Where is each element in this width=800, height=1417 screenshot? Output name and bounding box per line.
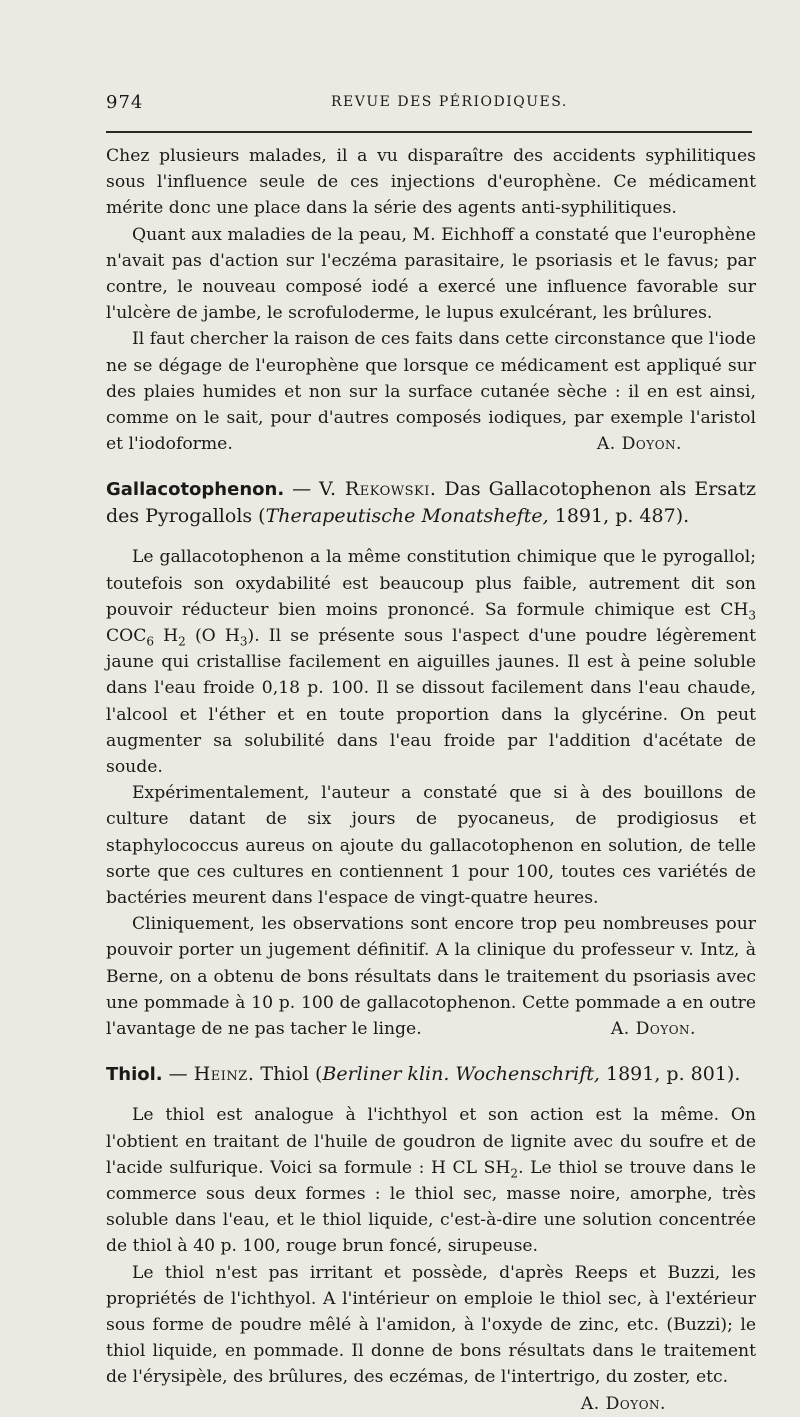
- text-run: . Le thiol se trouve dans le commerce sous deux formes : le thiol sec, masse noire, amorphe, très soluble dans l'eau, et le thiol liquide, c'est-à-dire une solution concentrée de thiol à 40 p. 100, rouge brun foncé, sirupeuse.: [106, 1157, 756, 1257]
- page-body: [106, 143, 756, 1417]
- paragraph: [106, 1102, 756, 1259]
- paragraph: Quant aux maladies de la peau, M. Eichhoff a constaté que l'europhène n'avait pas d'action sur l'eczéma parasitaire, le psoriasis et le favus; par contre, le nouveau composé iodé a exercé une influence favorable sur l'ulcère de jambe, le scrofuloderme, le lupus exulcérant, les brûlures.: [106, 224, 756, 324]
- article-source: Therapeutische Monatshefte,: [265, 505, 549, 528]
- article-heading: [106, 476, 756, 530]
- author-signature: A. Doyon.: [580, 1393, 666, 1414]
- paragraph: Expérimentalement, l'auteur a constaté que si à des bouillons de culture datant de six jours de pyocaneus, de prodigiosus et staphylococcus aureus on ajoute du gallacotophenon en solution, de telle sorte que ces cultures en contiennent 1 pour 100, toutes ces variétés de bactéries meurent dans l'espace de vingt-quatre heures.: [106, 783, 756, 909]
- paragraph: Chez plusieurs malades, il a vu disparaître des accidents syphilitiques sous l'influence seule de ces injections d'europhène. Ce médicament mérite donc une place dans la série des agents anti-syphilitiques.: [106, 146, 756, 219]
- paragraph: [106, 326, 756, 457]
- subscript: 3: [239, 634, 248, 649]
- author-signature: A. Doyon.: [596, 434, 682, 455]
- paragraph: [106, 544, 756, 780]
- heading-dash: —: [162, 1063, 194, 1086]
- paragraph: Le thiol n'est pas irritant et possède, d'après Reeps et Buzzi, les propriétés de l'ichthyol. A l'intérieur on emploie le thiol sec, à l'extérieur sous forme de poudre mêlé à l'amidon, à l'oxyde de zinc, etc. (Buzzi); le thiol liquide, en pommade. Il donne de bons résultats dans le traitement de l'érysipèle, des brûlures, des eczémas, de l'intertrigo, du zoster, etc.: [106, 1262, 756, 1388]
- article-title: Thiol (: [254, 1063, 323, 1086]
- article-author: Heinz.: [193, 1063, 255, 1086]
- article-heading: [106, 1061, 756, 1088]
- article-author: V. Rekowski.: [319, 478, 437, 501]
- article-title: Das Gallacotophenon als Ersatz des Pyrogallols (: [106, 478, 757, 528]
- text-run: ). Il se présente sous l'aspect d'une poudre légèrement jaune qui cristallise facilement en aiguilles jaunes. Il est à peine soluble dans l'eau froide 0,18 p. 100. Il se dissout facilement dans l'eau chaude, l'alcool et l'éther et en toute proportion dans la glycérine. On peut augmenter sa solubilité dans l'eau froide par l'addition d'acétate de soude.: [106, 626, 757, 778]
- article-keyword: Gallacotophenon.: [106, 479, 285, 501]
- page-header: [106, 92, 756, 122]
- heading-dash: —: [284, 478, 320, 501]
- text-run: (O H: [185, 626, 240, 647]
- paragraph-text: Il faut chercher la raison de ces faits dans cette circonstance que l'iode ne se dégage de l'europhène que lorsque ce médicament est appliqué sur des plaies humides et non sur la surface cutanée sèche : il en est ainsi, comme on le sait, pour d'autres composés iodiques, par exemple l'aristol et l'iodoforme.: [106, 329, 756, 455]
- page-number: 974: [106, 92, 144, 113]
- text-run: Le gallacotophenon a la même constitution chimique que le pyrogallol; toutefois son oxydabilité est beaucoup plus faible, autrement dit son pouvoir réducteur bien moins prononcé. Sa formule chimique est CH: [106, 547, 756, 620]
- article-keyword: Thiol.: [106, 1064, 163, 1086]
- article-reference: 1891, p. 487).: [548, 505, 690, 528]
- running-title: REVUE DES PÉRIODIQUES.: [331, 94, 568, 110]
- subscript: 2: [510, 1166, 519, 1181]
- subscript: 2: [178, 634, 186, 649]
- article-source: Berliner klin. Wochenschrift,: [322, 1063, 600, 1086]
- paragraph: [106, 911, 756, 1042]
- article-reference: 1891, p. 801).: [599, 1063, 741, 1086]
- subscript: 3: [748, 608, 756, 623]
- header-rule: [106, 131, 752, 133]
- text-run: COC: [106, 626, 147, 647]
- author-signature: A. Doyon.: [610, 1019, 696, 1040]
- text-run: H: [154, 626, 179, 647]
- subscript: 6: [146, 634, 155, 649]
- paragraph-text: Cliniquement, les observations sont encore trop peu nombreuses pour pouvoir porter un jugement définitif. A la clinique du professeur v. Intz, à Berne, on a obtenu de bons résultats dans le traitement du psoriasis avec une pommade à 10 p. 100 de gallacotophenon. Cette pommade a en outre l'avantage de ne pas tacher le linge.: [106, 914, 756, 1040]
- text-run: Le thiol est analogue à l'ichthyol et son action est la même. On l'obtient en traitant de l'huile de goudron de lignite avec du soufre et de l'acide sulfurique. Voici sa formule : H CL SH: [106, 1105, 756, 1178]
